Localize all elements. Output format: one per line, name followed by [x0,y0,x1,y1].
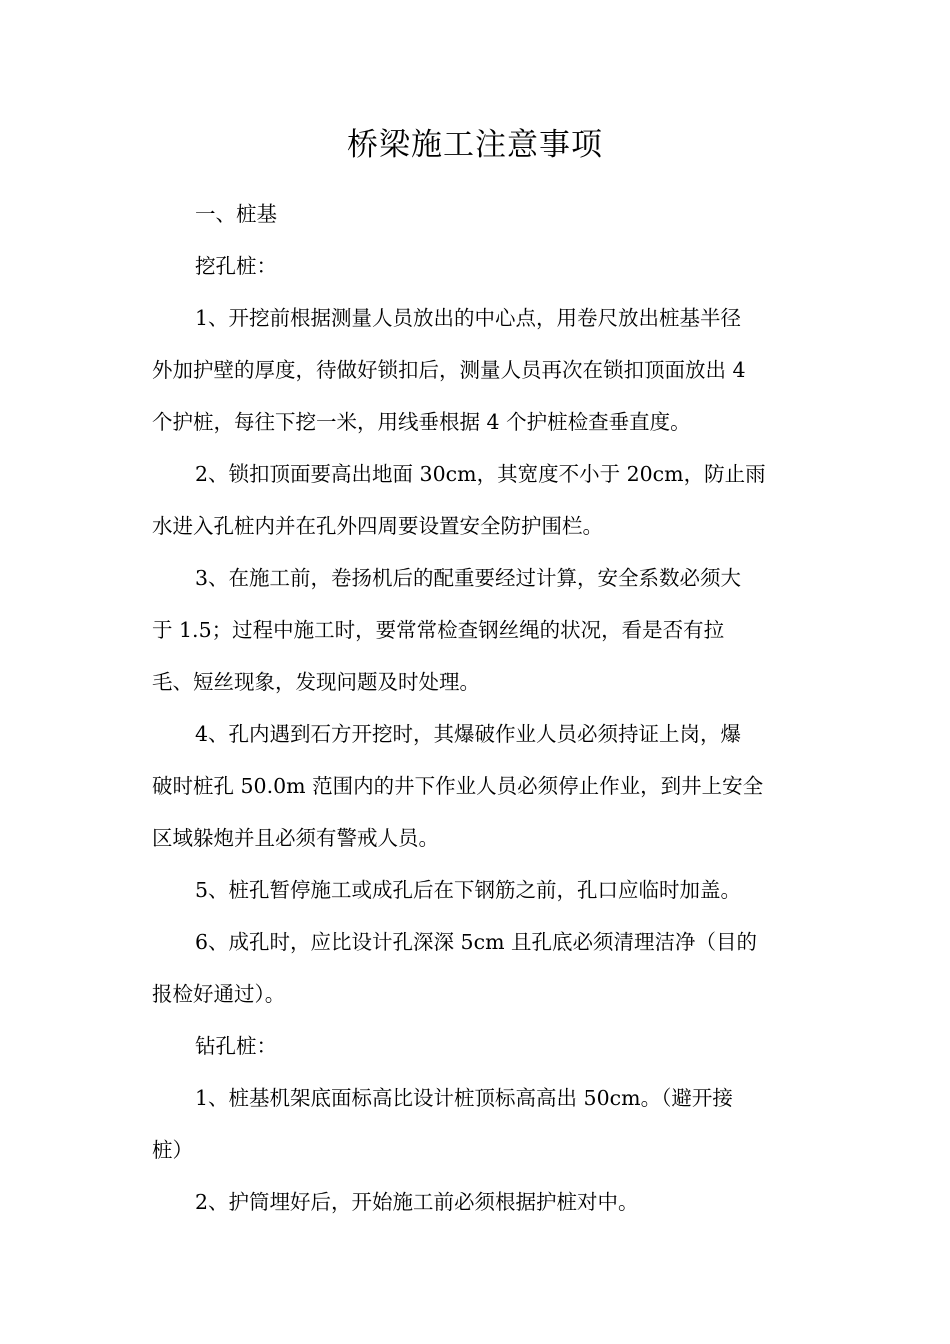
paragraph-line: 毛、短丝现象，发现问题及时处理。 [152,670,480,694]
paragraph-line: 区域躲炮并且必须有警戒人员。 [152,826,439,850]
subheading-bored-pile: 钻孔桩： [195,1034,277,1058]
paragraph-line: 4、孔内遇到石方开挖时，其爆破作业人员必须持证上岗，爆 [195,722,742,746]
paragraph-line: 3、在施工前，卷扬机后的配重要经过计算，安全系数必须大 [195,566,742,590]
paragraph-line: 6、成孔时，应比设计孔深深 5cm 且孔底必须清理洁净（目的 [195,930,758,954]
paragraph-line: 破时桩孔 50.0m 范围内的井下作业人员必须停止作业，到井上安全 [152,774,764,798]
paragraph-line: 个护桩，每往下挖一米，用线垂根据 4 个护桩检查垂直度。 [152,410,691,434]
paragraph-line: 水进入孔桩内并在孔外四周要设置安全防护围栏。 [152,514,603,538]
paragraph-line: 外加护壁的厚度，待做好锁扣后，测量人员再次在锁扣顶面放出 4 [152,358,746,382]
subheading-dug-pile: 挖孔桩： [195,254,277,278]
paragraph-line: 1、桩基机架底面标高比设计桩顶标高高出 50cm。（避开接 [195,1086,733,1110]
paragraph-line: 2、锁扣顶面要高出地面 30cm，其宽度不小于 20cm，防止雨 [195,462,766,486]
paragraph-line: 1、开挖前根据测量人员放出的中心点，用卷尺放出桩基半径 [195,306,742,330]
document-title: 桥梁施工注意事项 [347,127,603,163]
document-body [152,188,800,1228]
paragraph-line: 桩） [152,1138,193,1162]
paragraph-line: 5、桩孔暂停施工或成孔后在下钢筋之前，孔口应临时加盖。 [195,878,742,902]
paragraph-line: 2、护筒埋好后，开始施工前必须根据护桩对中。 [195,1190,639,1214]
section-heading-pile-foundation: 一、桩基 [195,202,277,226]
paragraph-line: 于 1.5；过程中施工时，要常常检查钢丝绳的状况，看是否有拉 [152,618,725,642]
paragraph-line: 报检好通过）。 [152,982,286,1006]
